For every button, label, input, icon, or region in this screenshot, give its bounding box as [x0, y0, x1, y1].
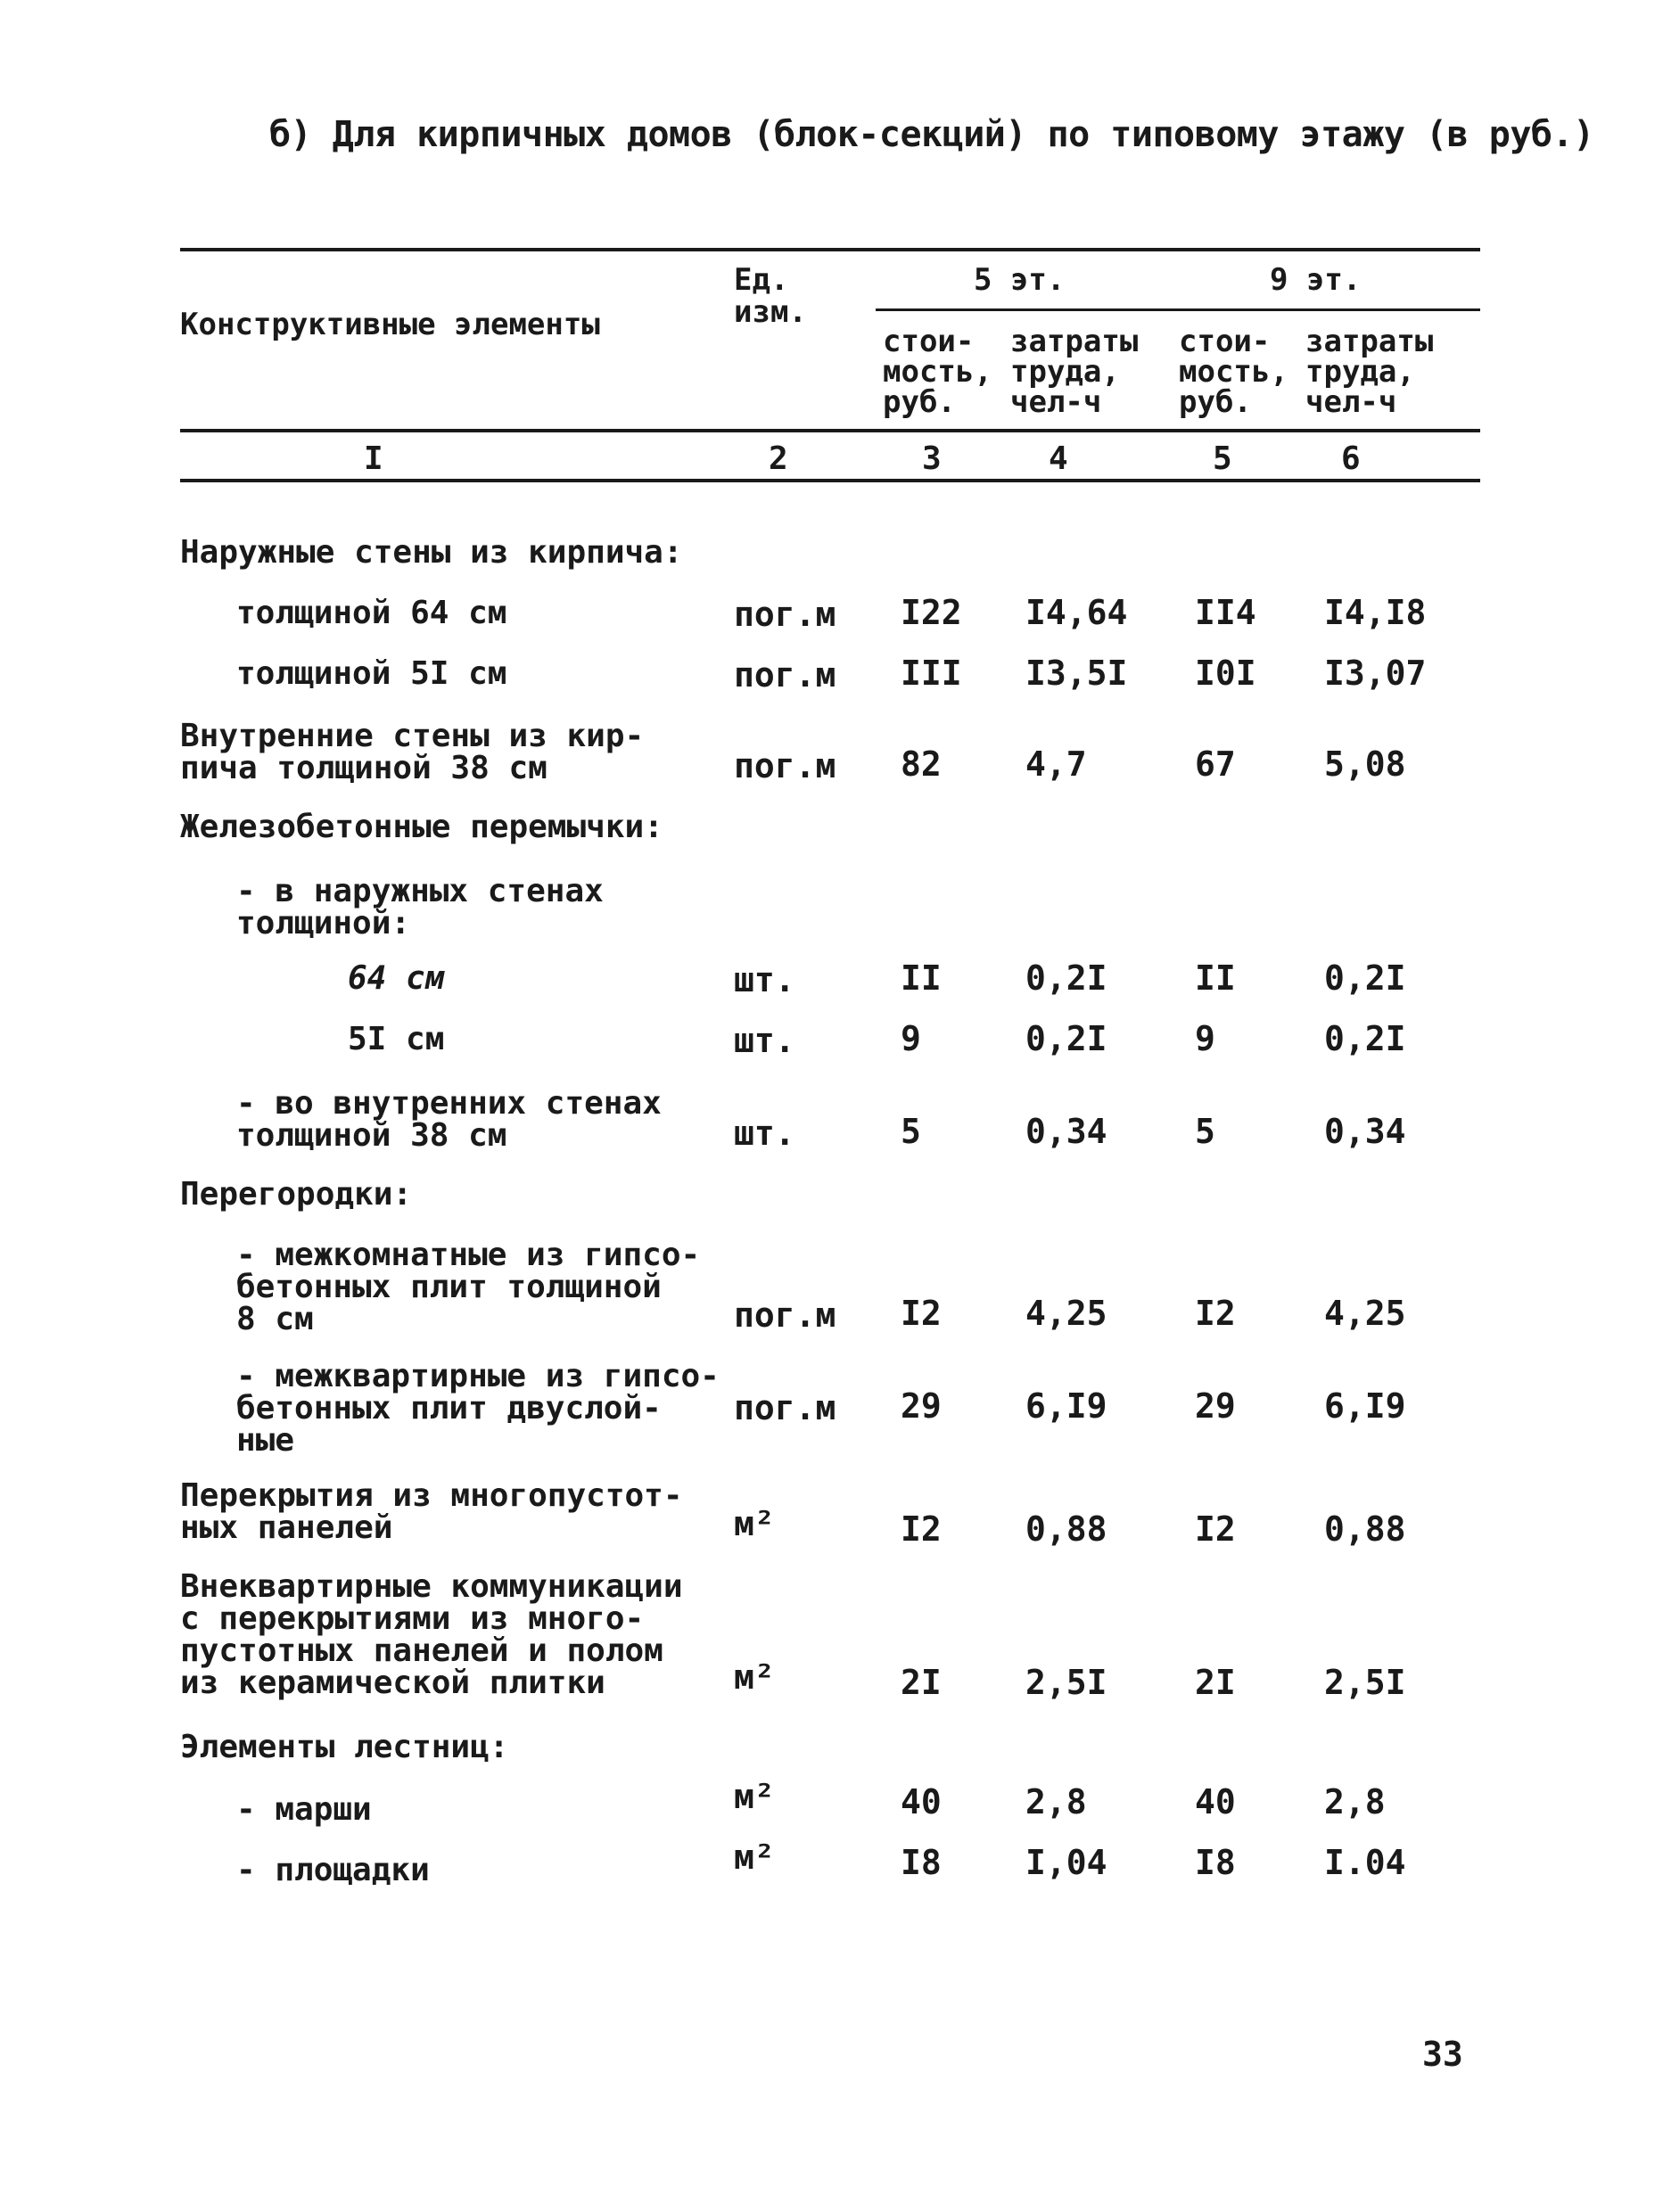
- row-cost-9: 40: [1195, 1782, 1236, 1821]
- column-number: 6: [1341, 440, 1361, 477]
- row-unit: пог.м: [734, 746, 836, 785]
- row-labor-9: 0,88: [1324, 1509, 1406, 1549]
- row-label: толщиной 5I см: [236, 655, 507, 692]
- row-cost-5: II: [901, 958, 942, 998]
- column-number: I: [364, 440, 383, 477]
- row-label: Внеквартирные коммуникации с перекрытиями из много- пустотных панелей и полом из керамической плитки: [180, 1568, 683, 1701]
- header-bottom-rule: [180, 429, 1480, 432]
- header-cost-9: стои- мость, руб.: [1179, 324, 1288, 420]
- row-unit: шт.: [734, 960, 795, 999]
- row-labor-9: 6,I9: [1324, 1386, 1406, 1426]
- row-cost-5: I8: [901, 1843, 942, 1882]
- row-labor-9: 2,8: [1324, 1782, 1386, 1821]
- row-unit: м²: [734, 1777, 775, 1816]
- row-labor-5: I3,5I: [1025, 654, 1128, 693]
- row-label: 64 см: [348, 960, 445, 997]
- row-labor-5: 0,2I: [1025, 958, 1107, 998]
- row-labor-9: 0,2I: [1324, 958, 1406, 998]
- column-number: 2: [769, 440, 788, 477]
- row-unit: пог.м: [734, 595, 836, 634]
- row-label: Железобетонные перемычки:: [180, 809, 663, 845]
- row-unit: шт.: [734, 1114, 795, 1153]
- header-cost-5: стои- мость, руб.: [883, 324, 992, 420]
- row-labor-5: 0,2I: [1025, 1019, 1107, 1058]
- row-label: Внутренние стены из кир- пича толщиной 38 см: [180, 718, 645, 786]
- row-label: Наружные стены из кирпича:: [180, 534, 683, 571]
- row-cost-5: 9: [901, 1019, 921, 1058]
- row-cost-9: 9: [1195, 1019, 1215, 1058]
- row-labor-9: 0,34: [1324, 1112, 1406, 1151]
- row-labor-9: 4,25: [1324, 1294, 1406, 1333]
- row-cost-9: I0I: [1195, 654, 1256, 693]
- row-labor-5: 4,7: [1025, 744, 1087, 784]
- row-labor-5: 2,8: [1025, 1782, 1087, 1821]
- row-label: - в наружных стенах толщиной:: [236, 873, 604, 942]
- header-unit: Ед. изм.: [734, 262, 807, 330]
- row-unit: м²: [734, 1657, 775, 1697]
- row-cost-9: 5: [1195, 1112, 1215, 1151]
- row-labor-5: I,04: [1025, 1843, 1107, 1882]
- group-rule: [876, 308, 1480, 311]
- header-elements: Конструктивные элементы: [180, 307, 600, 342]
- row-cost-5: I22: [901, 593, 962, 632]
- row-label: Перекрытия из многопустот- ных панелей: [180, 1477, 683, 1546]
- row-cost-5: 29: [901, 1386, 942, 1426]
- row-labor-9: I.04: [1324, 1843, 1406, 1882]
- header-9-floors: 9 эт.: [1270, 262, 1362, 298]
- row-cost-5: III: [901, 654, 962, 693]
- row-labor-9: 5,08: [1324, 744, 1406, 784]
- header-labor-5: затраты труда, чел-ч: [1010, 324, 1139, 420]
- row-unit: м²: [734, 1838, 775, 1877]
- row-label: Элементы лестниц:: [180, 1729, 509, 1765]
- column-numbers-rule: [180, 479, 1480, 482]
- row-cost-5: 2I: [901, 1663, 942, 1702]
- row-cost-9: 29: [1195, 1386, 1236, 1426]
- row-labor-9: I4,I8: [1324, 593, 1427, 632]
- row-cost-5: 5: [901, 1112, 921, 1151]
- row-labor-5: 4,25: [1025, 1294, 1107, 1333]
- row-cost-9: 2I: [1195, 1663, 1236, 1702]
- row-unit: шт.: [734, 1021, 795, 1060]
- row-label: - площадки: [236, 1852, 430, 1888]
- row-labor-5: 0,88: [1025, 1509, 1107, 1549]
- header-5-floors: 5 эт.: [974, 262, 1066, 298]
- row-unit: пог.м: [734, 1295, 836, 1335]
- row-label: 5I см: [348, 1021, 445, 1057]
- page-title: б) Для кирпичных домов (блок-секций) по типовому этажу (в руб.): [269, 114, 1594, 155]
- row-cost-9: II4: [1195, 593, 1256, 632]
- row-cost-9: I2: [1195, 1509, 1236, 1549]
- row-cost-9: 67: [1195, 744, 1236, 784]
- row-cost-5: I2: [901, 1294, 942, 1333]
- column-number: 3: [922, 440, 942, 477]
- row-label: - марши: [236, 1791, 372, 1828]
- row-cost-5: I2: [901, 1509, 942, 1549]
- row-unit: пог.м: [734, 655, 836, 695]
- row-labor-9: 2,5I: [1324, 1663, 1406, 1702]
- page-number: 33: [1422, 2035, 1463, 2074]
- row-cost-9: I8: [1195, 1843, 1236, 1882]
- row-labor-5: 2,5I: [1025, 1663, 1107, 1702]
- row-labor-9: 0,2I: [1324, 1019, 1406, 1058]
- row-labor-5: I4,64: [1025, 593, 1128, 632]
- row-cost-9: I2: [1195, 1294, 1236, 1333]
- column-number: 4: [1049, 440, 1068, 477]
- row-label: - во внутренних стенах толщиной 38 см: [236, 1085, 662, 1154]
- row-label: толщиной 64 см: [236, 595, 507, 631]
- row-cost-9: II: [1195, 958, 1236, 998]
- row-cost-5: 40: [901, 1782, 942, 1821]
- row-unit: пог.м: [734, 1388, 836, 1427]
- row-unit: м²: [734, 1504, 775, 1543]
- row-cost-5: 82: [901, 744, 942, 784]
- row-labor-5: 6,I9: [1025, 1386, 1107, 1426]
- column-number: 5: [1213, 440, 1232, 477]
- row-label: Перегородки:: [180, 1176, 413, 1213]
- table-top-rule: [180, 248, 1480, 251]
- header-labor-9: затраты труда, чел-ч: [1305, 324, 1434, 420]
- row-labor-9: I3,07: [1324, 654, 1427, 693]
- row-label: - межквартирные из гипсо- бетонных плит двуслой- ные: [236, 1358, 720, 1459]
- row-labor-5: 0,34: [1025, 1112, 1107, 1151]
- row-label: - межкомнатные из гипсо- бетонных плит толщиной 8 см: [236, 1237, 701, 1337]
